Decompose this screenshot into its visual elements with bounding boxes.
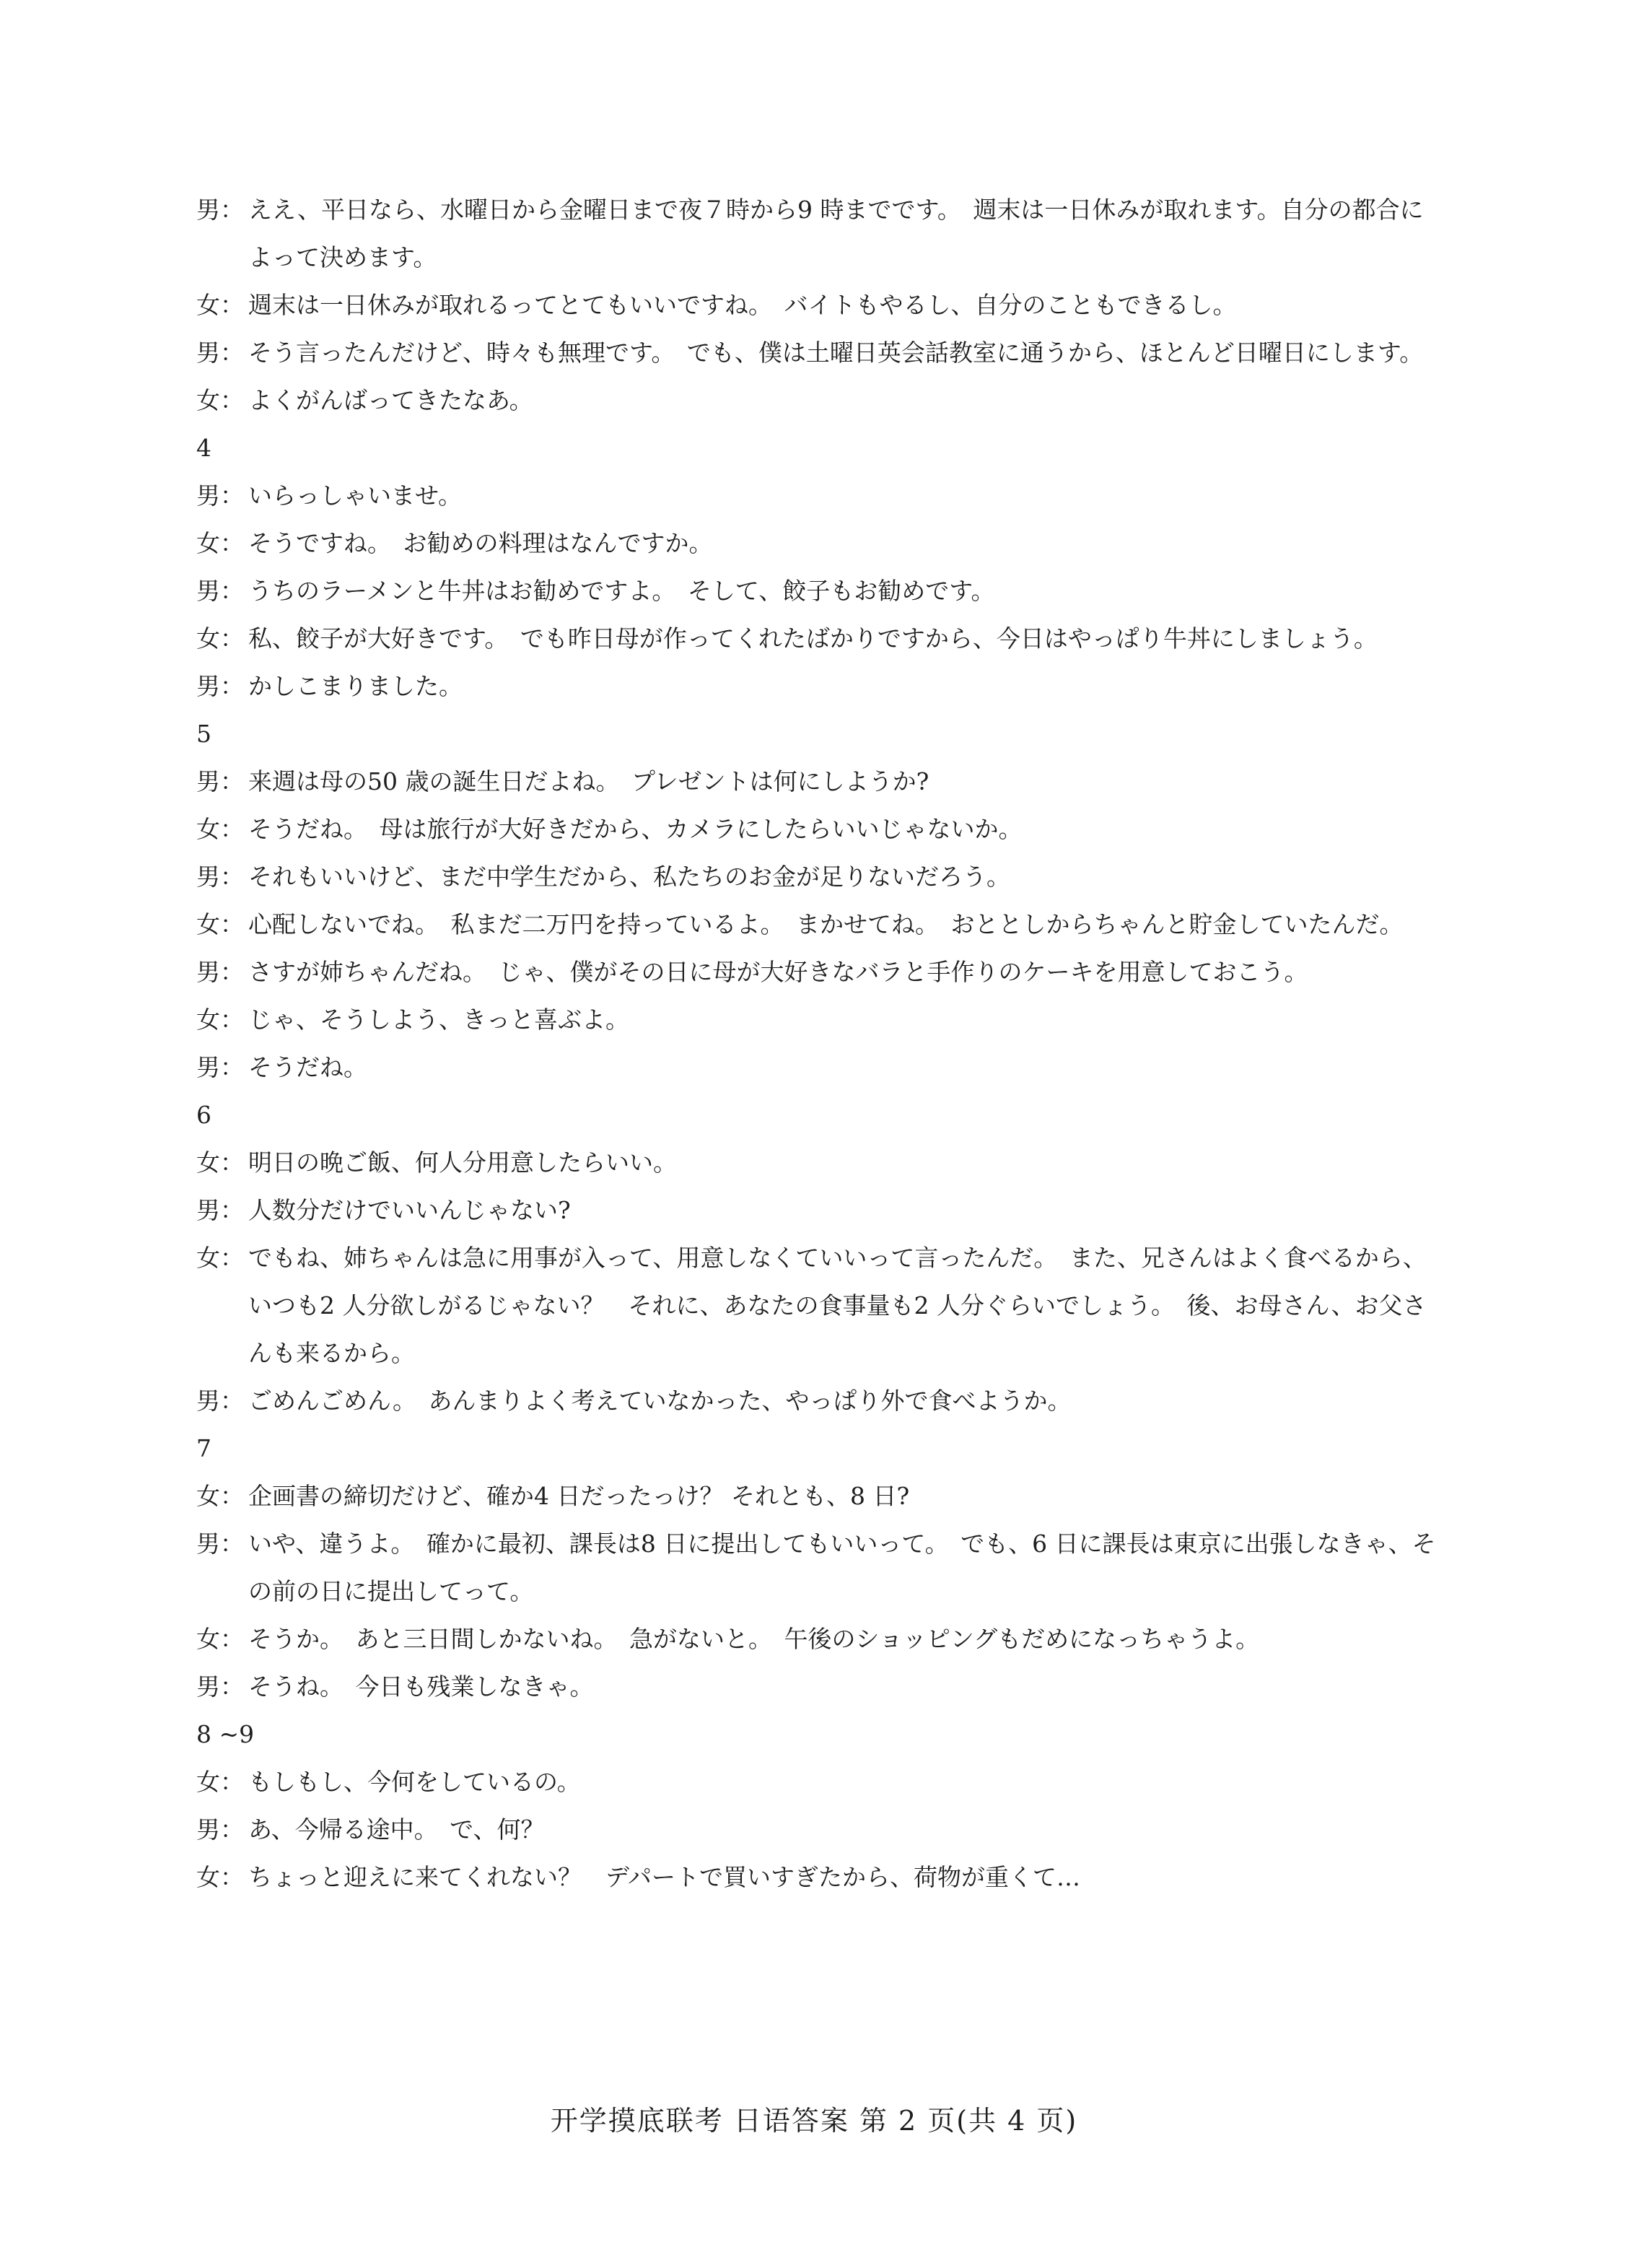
dialogue-line (196, 1615, 1437, 1663)
dialogue-line (196, 472, 1437, 520)
speaker-label: 男： (196, 577, 244, 605)
speaker-label: 女： (196, 291, 244, 319)
dialogue-text: ごめんごめん。 あんまりよく考えていなかった、やっぱり外で食べようか。 (248, 1387, 1072, 1415)
dialogue-text: でもね、姉ちゃんは急に用事が入って、用意しなくていいって言ったんだ。 また、兄さんはよく食べるから、いつも2 人分欲しがるじゃない？ それに、あなたの食事量も2 人分ぐらいでしょう。 後、お母さん、お父さんも来るから。 (248, 1244, 1427, 1367)
dialogue-text: そうか。 あと三日間しかないね。 急がないと。 午後のショッピングもだめになっちゃうよ。 (248, 1625, 1260, 1653)
dialogue-text: それもいいけど、まだ中学生だから、私たちのお金が足りないだろう。 (248, 863, 1010, 891)
dialogue-line (196, 1377, 1437, 1425)
speaker-label: 男： (196, 1672, 244, 1701)
speaker-label: 男： (196, 672, 244, 700)
dialogue-line (196, 615, 1437, 663)
dialogue-line (196, 1234, 1437, 1377)
speaker-label: 女： (196, 624, 244, 653)
dialogue-text: そうですね。 お勧めの料理はなんですか。 (248, 529, 713, 557)
dialogue-line (196, 806, 1437, 853)
section-number: 8 ~9 (196, 1720, 255, 1748)
dialogue-text: うちのラーメンと牛丼はお勧めですよ。 そして、餃子もお勧めです。 (248, 577, 995, 605)
dialogue-text: そうだね。 (248, 1053, 367, 1081)
dialogue-text: 企画書の締切だけど、確か4 日だったっけ？ それとも、8 日? (248, 1482, 910, 1510)
speaker-label: 男： (196, 339, 244, 367)
dialogue-line (196, 1139, 1437, 1187)
dialogue-line (196, 1473, 1437, 1520)
dialogue-line (196, 758, 1437, 806)
dialogue-text: そうね。 今日も残業しなきゃ。 (248, 1672, 594, 1701)
dialogue-line (196, 377, 1437, 424)
speaker-label: 男： (196, 863, 244, 891)
speaker-label: 男： (196, 196, 244, 224)
dialogue-line (196, 1187, 1437, 1234)
dialogue-line (196, 1044, 1437, 1091)
speaker-label: 男： (196, 1815, 244, 1844)
speaker-label: 男： (196, 1387, 244, 1415)
dialogue-text: さすが姉ちゃんだね。 じゃ、僕がその日に母が大好きなバラと手作りのケーキを用意しておこう。 (248, 958, 1308, 986)
speaker-label: 男： (196, 481, 244, 510)
speaker-label: 女： (196, 1244, 244, 1272)
dialogue-text: ちょっと迎えに来てくれない？ デパートで買いすぎたから、荷物が重くて… (248, 1863, 1081, 1891)
speaker-label: 女： (196, 529, 244, 557)
dialogue-line (196, 329, 1437, 377)
dialogue-line (196, 1854, 1437, 1901)
speaker-label: 男： (196, 1196, 244, 1224)
speaker-label: 男： (196, 958, 244, 986)
dialogue-text: 人数分だけでいいんじゃない? (248, 1196, 571, 1224)
speaker-label: 男： (196, 767, 244, 795)
speaker-label: 男： (196, 1530, 244, 1558)
dialogue-text: 週末は一日休みが取れるってとてもいいですね。 バイトもやるし、自分のこともできるし。 (248, 291, 1237, 319)
dialogue-text: いや、違うよ。 確かに最初、課長は8 日に提出してもいいって。 でも、6 日に課長は東京に出張しなきゃ、その前の日に提出してって。 (248, 1530, 1436, 1605)
dialogue-line (196, 1806, 1437, 1854)
dialogue-line (196, 282, 1437, 329)
dialogue-line (196, 853, 1437, 901)
dialogue-line (196, 948, 1437, 996)
dialogue-text: よくがんばってきたなあ。 (248, 386, 533, 414)
dialogue-text: 私、餃子が大好きです。 でも昨日母が作ってくれたばかりですから、今日はやっぱり牛丼にしましょう。 (248, 624, 1378, 653)
dialogue-text: そうだね。 母は旅行が大好きだから、カメラにしたらいいじゃないか。 (248, 815, 1023, 843)
dialogue-text: 明日の晩ご飯、何人分用意したらいい。 (248, 1148, 677, 1177)
dialogue-text: かしこまりました。 (248, 672, 463, 700)
dialogue-text: 来週は母の50 歳の誕生日だよね。 プレゼントは何にしようか? (248, 767, 929, 795)
section-number: 7 (196, 1434, 211, 1462)
dialogue-line (196, 520, 1437, 567)
speaker-label: 女： (196, 1148, 244, 1177)
section-number: 4 (196, 434, 211, 462)
dialogue-line (196, 1758, 1437, 1806)
speaker-label: 女： (196, 1625, 244, 1653)
speaker-label: 女： (196, 1482, 244, 1510)
dialogue-line (196, 567, 1437, 615)
dialogue-text: ええ、平日なら、水曜日から金曜日まで夜７時から9 時までです。 週末は一日休みが取れます。自分の都合によって決めます。 (248, 196, 1424, 271)
speaker-label: 女： (196, 386, 244, 414)
section-number: 5 (196, 720, 211, 748)
dialogue-line (196, 996, 1437, 1044)
speaker-label: 女： (196, 815, 244, 843)
dialogue-line (196, 1663, 1437, 1711)
section-number: 6 (196, 1101, 211, 1129)
dialogue-text: じゃ、そうしよう、きっと喜ぶよ。 (248, 1006, 629, 1034)
dialogue-text: あ、今帰る途中。 で、何？ (248, 1815, 545, 1844)
speaker-label: 女： (196, 910, 244, 938)
speaker-label: 女： (196, 1863, 244, 1891)
dialogue-line (196, 663, 1437, 710)
speaker-label: 女： (196, 1768, 244, 1796)
dialogue-text: いらっしゃいませ。 (248, 481, 463, 510)
dialogue-text: 心配しないでね。 私まだ二万円を持っているよ。 まかせてね。 おととしからちゃんと貯金していたんだ。 (248, 910, 1404, 938)
dialogue-text: そう言ったんだけど、時々も無理です。 でも、僕は土曜日英会話教室に通うから、ほとんど日曜日にします。 (248, 339, 1424, 367)
dialogue-line (196, 1520, 1437, 1615)
page-footer: 开学摸底联考 日语答案 第 2 页(共 4 页) (550, 2105, 1078, 2137)
transcript-body (196, 186, 1437, 1901)
dialogue-text: もしもし、今何をしているの。 (248, 1768, 581, 1796)
dialogue-line (196, 186, 1437, 282)
dialogue-line (196, 901, 1437, 948)
speaker-label: 女： (196, 1006, 244, 1034)
speaker-label: 男： (196, 1053, 244, 1081)
